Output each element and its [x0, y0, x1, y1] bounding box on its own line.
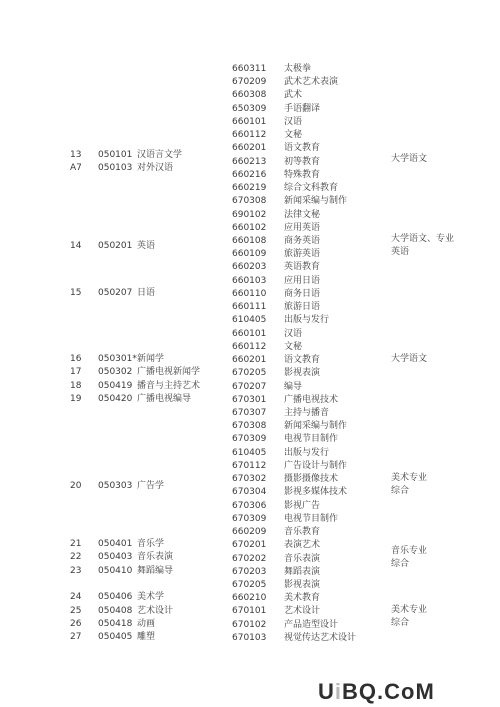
group-number: 22: [70, 552, 82, 562]
group-number: A7: [70, 163, 82, 173]
major-name: 视觉传达艺术设计: [284, 633, 357, 643]
group-code: 050419: [98, 381, 133, 391]
group-name: 舞蹈编导: [137, 566, 174, 576]
group-code: 050408: [98, 606, 133, 616]
major-name: 太极拳: [284, 64, 312, 74]
group-code: 050403: [98, 552, 133, 562]
group-number: 26: [70, 619, 82, 629]
group-name: 美术学: [137, 592, 165, 602]
group-code: 050303: [98, 481, 133, 491]
major-code: 670207: [232, 382, 267, 392]
group-name: 对外汉语: [137, 163, 174, 173]
exam-subject-line: 综合: [391, 486, 410, 496]
major-code: 660210: [232, 593, 267, 603]
major-name: 广播电视技术: [284, 395, 339, 405]
major-code: 670205: [232, 580, 267, 590]
group-code: 050410: [98, 566, 133, 576]
group-name: 新闻学: [137, 354, 165, 364]
major-name: 初等教育: [284, 157, 321, 167]
major-code: 670112: [232, 461, 267, 471]
major-code: 670309: [232, 434, 267, 444]
major-name: 广告设计与制作: [284, 461, 348, 471]
major-name: 音乐教育: [284, 527, 321, 537]
major-name: 表演艺术: [284, 540, 321, 550]
major-name: 影视多媒体技术: [284, 487, 348, 497]
major-name: 旅游日语: [284, 302, 321, 312]
group-number: 16: [70, 354, 82, 364]
major-name: 旅游英语: [284, 249, 321, 259]
major-name: 出版与发行: [284, 315, 330, 325]
group-code: 050406: [98, 592, 133, 602]
major-name: 影视表演: [284, 580, 321, 590]
major-name: 文秘: [284, 130, 303, 140]
watermark-part-i: i: [334, 679, 343, 704]
group-code: 050405: [98, 632, 133, 642]
major-code: 660102: [232, 223, 267, 233]
major-name: 商务日语: [284, 289, 321, 299]
major-code: 660213: [232, 157, 267, 167]
group-number: 24: [70, 592, 82, 602]
exam-subject-line: 英语: [391, 247, 410, 257]
major-name: 摄影摄像技术: [284, 474, 339, 484]
group-name: 广播电视新闻学: [137, 367, 201, 377]
group-code: 050401: [98, 539, 133, 549]
exam-subject-line: 大学语文、专业: [391, 234, 455, 244]
major-code: 660112: [232, 130, 267, 140]
major-code: 670304: [232, 487, 267, 497]
major-name: 文秘: [284, 342, 303, 352]
group-code: 050103: [98, 163, 133, 173]
major-code: 660201: [232, 355, 267, 365]
exam-subject-line: 大学语文: [391, 354, 428, 364]
major-code: 670306: [232, 501, 267, 511]
exam-subject-line: 综合: [391, 559, 410, 569]
group-name: 音乐学: [137, 539, 165, 549]
major-name: 语文教育: [284, 143, 321, 153]
group-code: 050201: [98, 241, 133, 251]
major-code: 670203: [232, 567, 267, 577]
major-code: 660111: [232, 302, 267, 312]
major-code: 660101: [232, 329, 267, 339]
major-code: 670302: [232, 474, 267, 484]
major-code: 670309: [232, 514, 267, 524]
major-code: 660219: [232, 183, 267, 193]
major-name: 汉语: [284, 117, 303, 127]
group-code: 050420: [98, 394, 133, 404]
group-name: 艺术设计: [137, 606, 174, 616]
group-name: 日语: [137, 288, 156, 298]
major-code: 670301: [232, 395, 267, 405]
major-name: 汉语: [284, 329, 303, 339]
major-name: 艺术设计: [284, 606, 321, 616]
group-code: 050418: [98, 619, 133, 629]
major-code: 660203: [232, 262, 267, 272]
major-name: 电视节目制作: [284, 434, 339, 444]
major-name: 电视节目制作: [284, 514, 339, 524]
watermark-part-rest: BQ.CoM: [342, 679, 435, 704]
major-name: 应用日语: [284, 276, 321, 286]
group-name: 音乐表演: [137, 552, 174, 562]
group-number: 17: [70, 367, 82, 377]
major-code: 610405: [232, 448, 267, 458]
group-number: 18: [70, 381, 82, 391]
group-code: 050301*: [98, 354, 137, 364]
major-name: 舞蹈表演: [284, 567, 321, 577]
major-code: 660216: [232, 170, 267, 180]
group-number: 27: [70, 632, 82, 642]
major-code: 660108: [232, 236, 267, 246]
major-code: 670103: [232, 633, 267, 643]
exam-subject-line: 美术专业: [391, 473, 428, 483]
site-watermark: [318, 679, 435, 703]
major-name: 主持与播音: [284, 408, 330, 418]
major-code: 670307: [232, 408, 267, 418]
group-number: 23: [70, 566, 82, 576]
major-code: 670308: [232, 196, 267, 206]
major-code: 670201: [232, 540, 267, 550]
major-name: 应用英语: [284, 223, 321, 233]
group-number: 20: [70, 481, 82, 491]
major-code: 660109: [232, 249, 267, 259]
major-code: 670205: [232, 368, 267, 378]
major-name: 英语教育: [284, 262, 321, 272]
major-code: 660209: [232, 527, 267, 537]
major-code: 660308: [232, 90, 267, 100]
major-code: 670102: [232, 620, 267, 630]
major-code: 610405: [232, 315, 267, 325]
major-name: 影视广告: [284, 501, 321, 511]
major-code: 660311: [232, 64, 267, 74]
major-code: 660101: [232, 117, 267, 127]
watermark-part-u: U: [318, 679, 335, 704]
group-number: 25: [70, 606, 82, 616]
major-name: 语文教育: [284, 355, 321, 365]
group-name: 动画: [137, 619, 156, 629]
major-code: 660110: [232, 289, 267, 299]
major-code: 660201: [232, 143, 267, 153]
group-code: 050207: [98, 288, 133, 298]
major-name: 法律文秘: [284, 210, 321, 220]
group-number: 19: [70, 394, 82, 404]
group-name: 播音与主持艺术: [137, 381, 201, 391]
major-code: 670202: [232, 554, 267, 564]
group-name: 广播电视编导: [137, 394, 192, 404]
major-code: 670308: [232, 421, 267, 431]
major-code: 660112: [232, 342, 267, 352]
group-number: 15: [70, 288, 82, 298]
major-code: 650309: [232, 104, 267, 114]
major-name: 出版与发行: [284, 448, 330, 458]
exam-subject-line: 音乐专业: [391, 546, 428, 556]
major-name: 新闻采编与制作: [284, 196, 348, 206]
group-name: 汉语言文学: [137, 150, 183, 160]
exam-subject-line: 综合: [391, 618, 410, 628]
group-name: 雕塑: [137, 632, 156, 642]
major-name: 手语翻译: [284, 104, 321, 114]
group-name: 广告学: [137, 481, 165, 491]
major-code: 690102: [232, 210, 267, 220]
major-name: 特殊教育: [284, 170, 321, 180]
exam-subject-line: 大学语文: [391, 154, 428, 164]
major-code: 670101: [232, 606, 267, 616]
major-code: 660103: [232, 276, 267, 286]
group-name: 英语: [137, 241, 156, 251]
group-number: 13: [70, 150, 82, 160]
group-code: 050302: [98, 367, 133, 377]
major-code: 670209: [232, 77, 267, 87]
major-name: 综合文科教育: [284, 183, 339, 193]
exam-subject-line: 美术专业: [391, 605, 428, 615]
major-name: 商务英语: [284, 236, 321, 246]
major-name: 产品造型设计: [284, 620, 339, 630]
group-code: 050101: [98, 150, 133, 160]
major-name: 影视表演: [284, 368, 321, 378]
group-number: 21: [70, 539, 82, 549]
major-name: 编导: [284, 382, 303, 392]
group-number: 14: [70, 241, 82, 251]
major-name: 音乐表演: [284, 554, 321, 564]
major-name: 武术: [284, 90, 303, 100]
major-name: 美术教育: [284, 593, 321, 603]
major-name: 武术艺术表演: [284, 77, 339, 87]
major-name: 新闻采编与制作: [284, 421, 348, 431]
